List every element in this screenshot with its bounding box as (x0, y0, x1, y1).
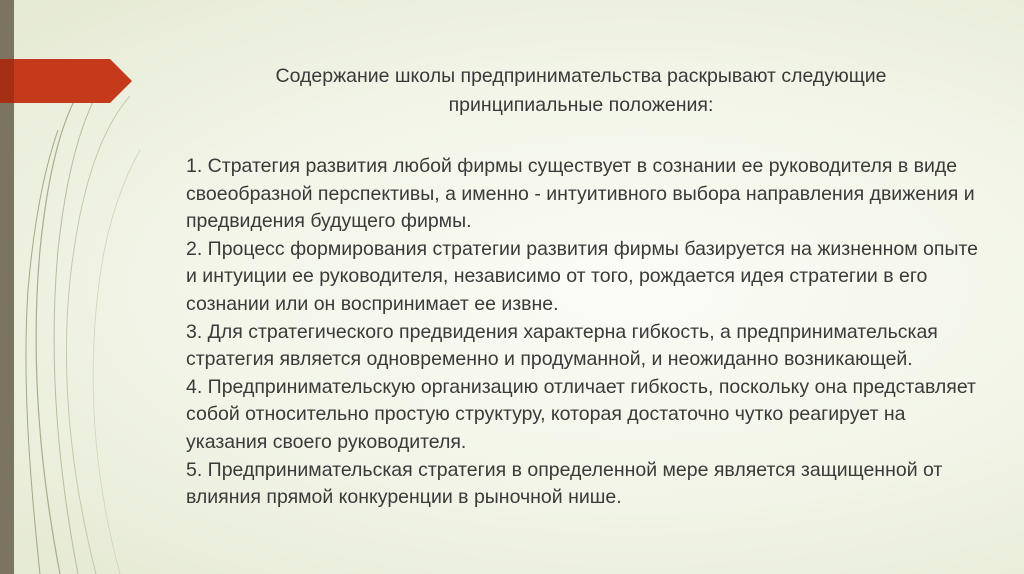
principle-item-5: 5. Предпринимательская стратегия в определенной мере является защищенной от влияния прямой конкуренции в рыночной нише. (186, 458, 943, 509)
red-arrow-flag (0, 59, 132, 103)
principle-item-3: 3. Для стратегического предвидения характерна гибкость, а предпринимательская стратегия является одновременно и продуманной, и неожиданно возникающей. (186, 320, 938, 371)
principle-item-2: 2. Процесс формирования стратегии развития фирмы базируется на жизненном опыте и интуиции ее руководителя, независимо от того, рождается идея стратегии в его сознании или он воспринимает ее извне. (186, 237, 979, 315)
slide-content (186, 62, 986, 512)
heading-line-2: принципиальные положения: (448, 94, 714, 116)
principle-item-1: 1. Стратегия развития любой фирмы существует в сознании ее руководителя в виде своеобразной перспективы, а именно - интуитивного выбора направления движения и предвидения будущего фирмы. (186, 155, 975, 233)
principle-item-4: 4. Предпринимательскую организацию отличает гибкость, поскольку она представляет собой относительно простую структуру, которая достаточно чутко реагирует на указания своего руководителя. (186, 375, 976, 453)
heading-line-1: Содержание школы предпринимательства раскрывают следующие (275, 65, 887, 87)
slide-heading (186, 62, 986, 120)
principles-list (186, 153, 986, 512)
